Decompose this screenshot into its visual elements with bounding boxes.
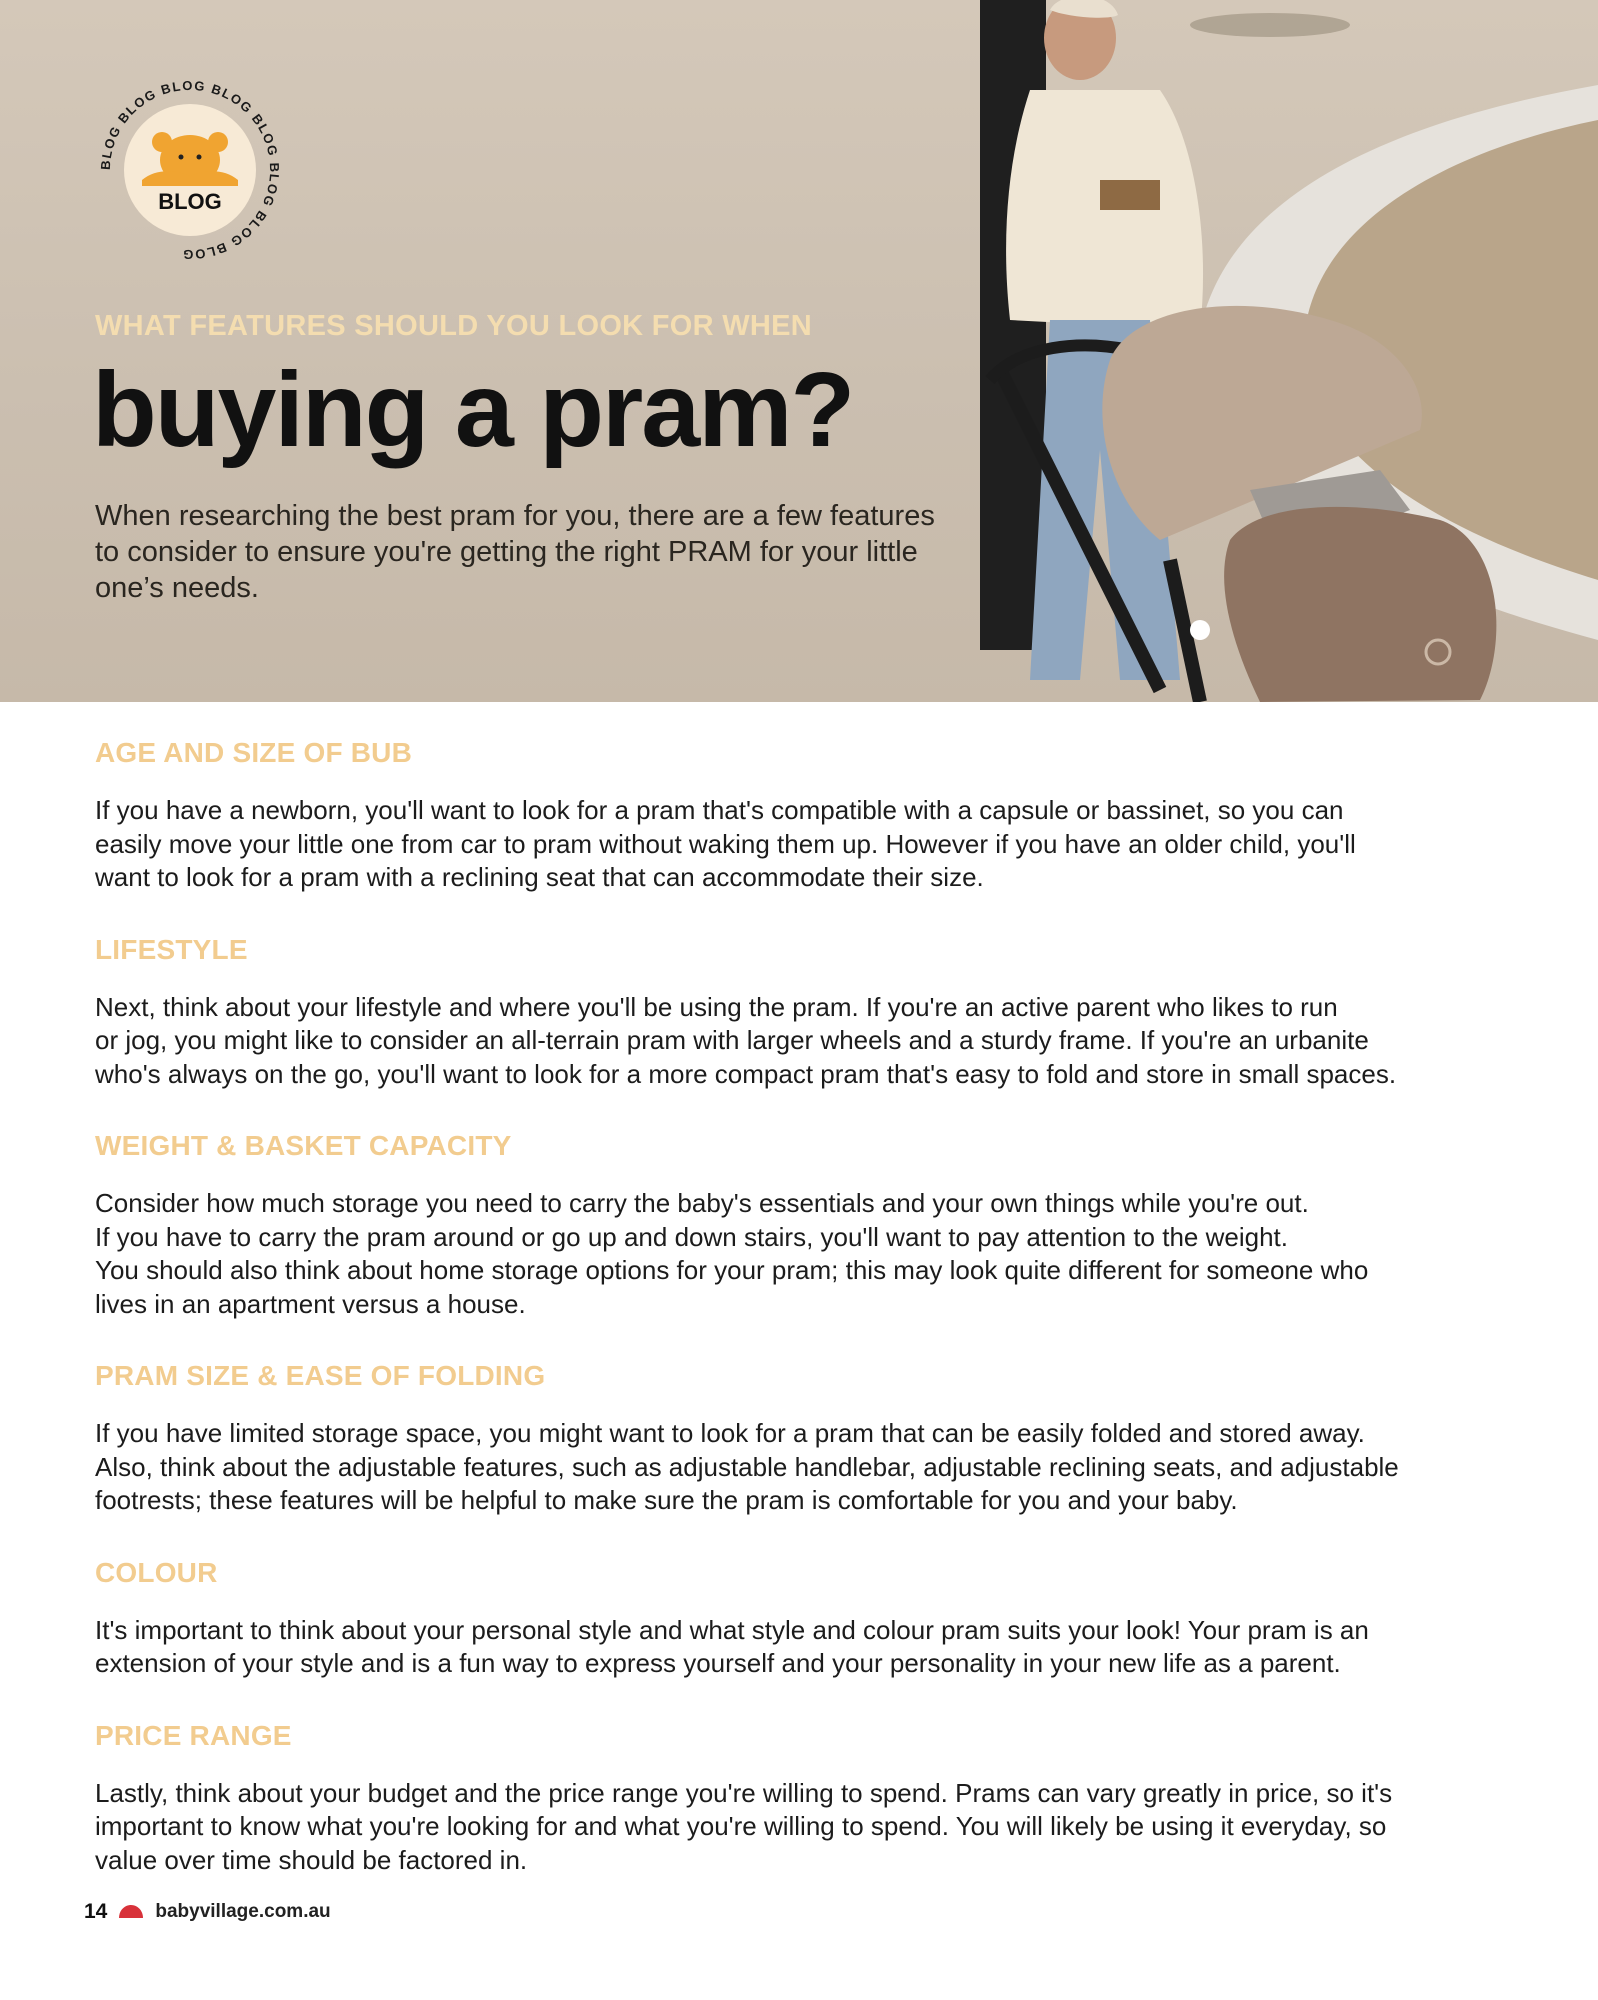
section-heading: PRICE RANGE <box>95 1719 292 1751</box>
intro-paragraph: When researching the best pram for you, there are a few features to consider to ensure you're getting the right PRAM for your little one’s needs. <box>95 500 935 604</box>
badge-label: BLOG <box>158 189 222 214</box>
section-body: Lastly, think about your budget and the price range you're willing to spend. Prams can vary greatly in price, so it's important to know what you're looking for and what you're willing to spend. You will likely be using it everyday, so value over time should be factored in. <box>95 1777 1393 1875</box>
section-body: Consider how much storage you need to carry the baby's essentials and your own things while you're out. If you have to carry the pram around or go up and down stairs, you'll want to pay attention to the weight. You should also think about home storage options for your pram; this may look quite different for someone who lives in an apartment versus a house. <box>95 1188 1369 1319</box>
section-body: If you have limited storage space, you might want to look for a pram that can be easily folded and stored away. Also, think about the adjustable features, such as adjustable handlebar, adjustable reclining seats, and adjustable footrests; these features will be helpful to make sure the pram is comfortable for you and your baby. <box>95 1418 1399 1515</box>
page-number: 14 <box>84 1900 108 1923</box>
baby-village-logo-icon <box>117 1902 145 1922</box>
section-body: If you have a newborn, you'll want to look for a pram that's compatible with a capsule or bassinet, so you can easily move your little one from car to pram without waking them up. However if you have an older child, you'll want to look for a pram with a reclining seat that can accommodate their size. <box>95 795 1356 892</box>
page-footer <box>84 1900 331 1924</box>
section-age-and-size <box>95 736 1525 895</box>
blog-badge <box>92 72 288 268</box>
section-body: It's important to think about your personal style and what style and colour pram suits your look! Your pram is an extension of your style and is a fun way to express yourself and your personality in your new life as a parent. <box>95 1614 1369 1678</box>
website-link[interactable]: babyvillage.com.au <box>155 1901 331 1922</box>
ground-shadow <box>1190 13 1350 37</box>
headline-eyebrow: WHAT FEATURES SHOULD YOU LOOK FOR WHEN <box>95 310 813 342</box>
hero-banner <box>0 0 1598 702</box>
section-lifestyle <box>95 933 1525 1092</box>
section-heading: COLOUR <box>95 1556 218 1588</box>
section-heading: WEIGHT & BASKET CAPACITY <box>95 1130 512 1161</box>
section-colour <box>95 1556 1525 1681</box>
section-weight-basket <box>95 1129 1525 1321</box>
section-heading: LIFESTYLE <box>95 933 248 965</box>
article-body <box>95 736 1525 1915</box>
page-title: buying a pram? <box>92 351 854 469</box>
section-pram-size-folding <box>95 1359 1525 1518</box>
section-price-range <box>95 1719 1525 1878</box>
section-body: Next, think about your lifestyle and where you'll be using the pram. If you're an active parent who likes to run or jog, you might like to consider an all-terrain pram with larger wheels and a sturdy frame. If you're an urbanite who's always on the go, you'll want to look for a more compact pram that's easy to fold and store in small spaces. <box>95 991 1397 1089</box>
badge-ring-text: BLOG BLOG BLOG BLOG BLOG BLOG BLOG BLOG <box>97 77 283 263</box>
section-heading: PRAM SIZE & EASE OF FOLDING <box>95 1360 546 1391</box>
section-heading: AGE AND SIZE OF BUB <box>95 737 412 768</box>
